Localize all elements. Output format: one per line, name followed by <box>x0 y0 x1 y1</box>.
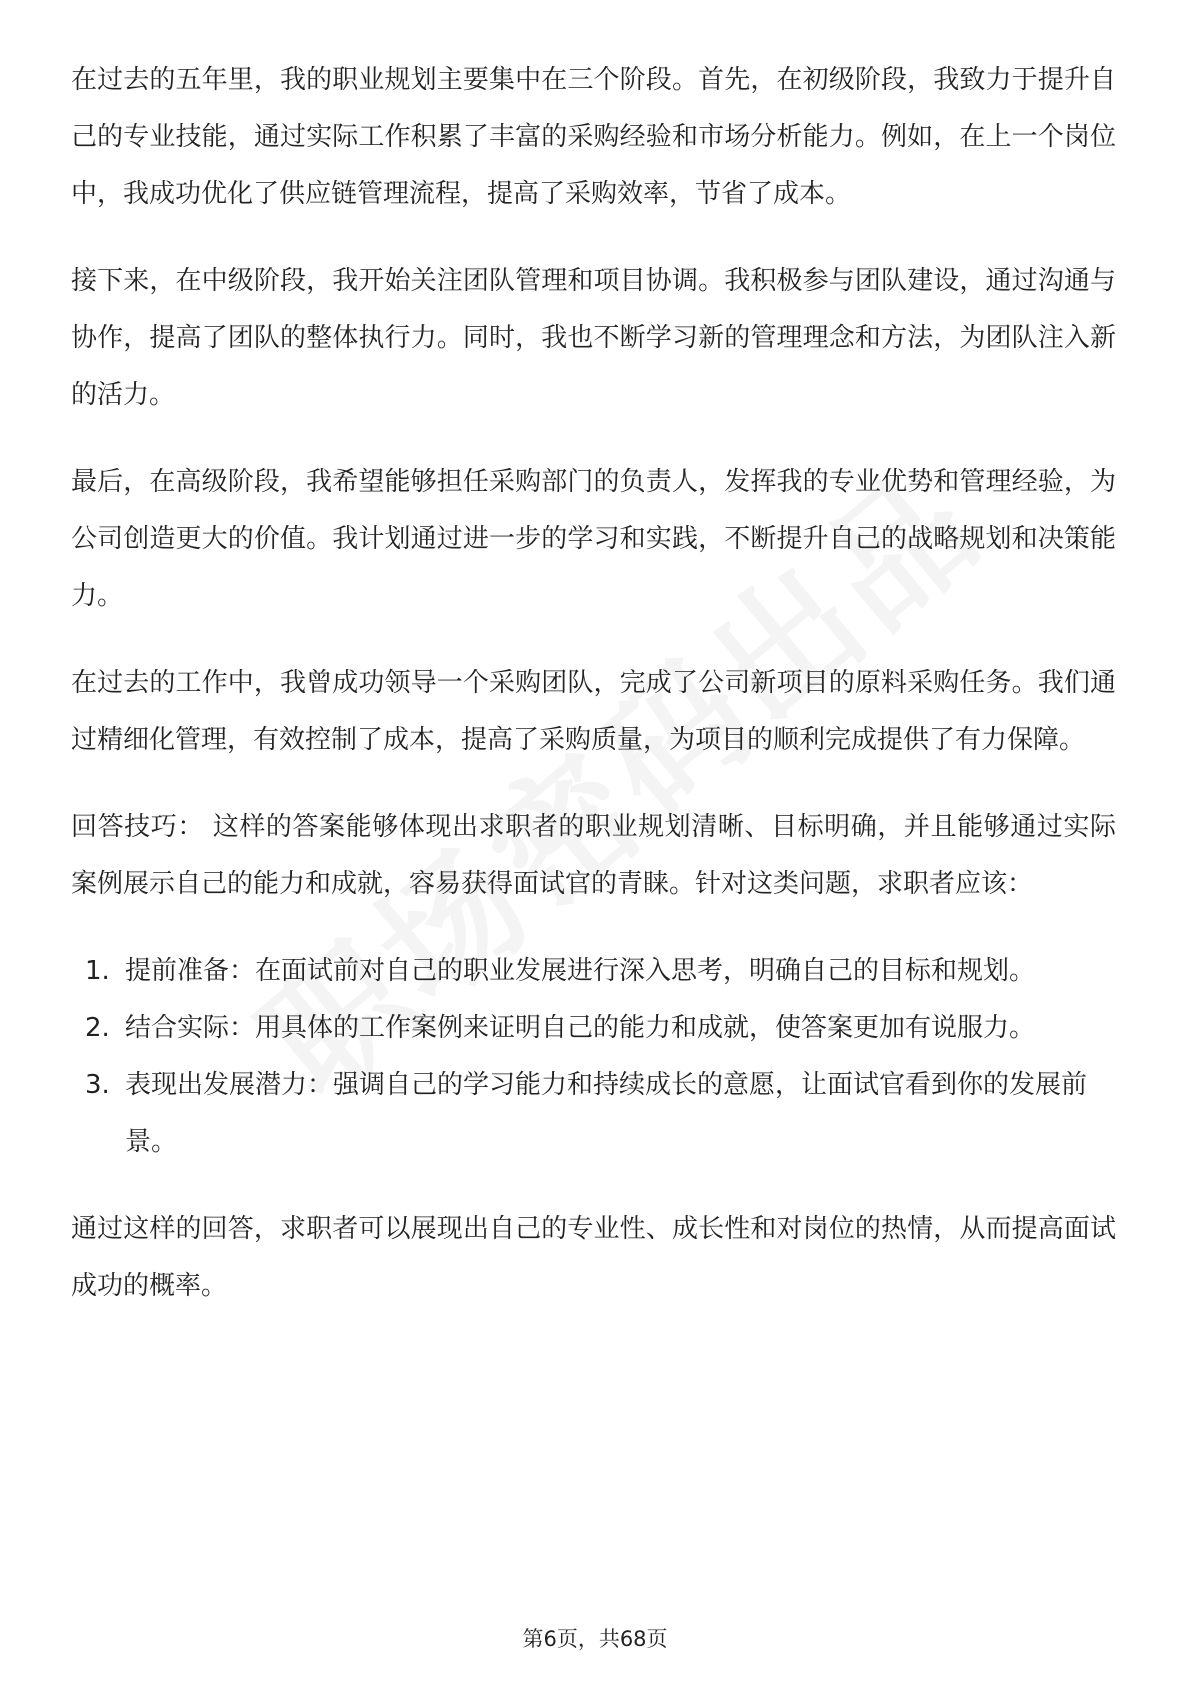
paragraph: 在过去的工作中，我曾成功领导一个采购团队，完成了公司新项目的原料采购任务。我们通过精细化管理，有效控制了成本，提高了采购质量，为项目的顺利完成提供了有力保障。 <box>71 668 1116 755</box>
list-item <box>85 1057 1116 1171</box>
list-number: 2. <box>85 1013 110 1043</box>
list-item-text: 提前准备：在面试前对自己的职业发展进行深入思考，明确自己的目标和规划。 <box>125 956 1036 986</box>
list-number: 1. <box>85 956 110 986</box>
list-item <box>85 943 1116 1000</box>
tips-list <box>71 943 1116 1171</box>
list-item <box>85 1000 1116 1057</box>
closing-paragraph: 通过这样的回答，求职者可以展现出自己的专业性、成长性和对岗位的热情，从而提高面试成功的概率。 <box>71 1214 1116 1301</box>
page-number-footer: 第6页，共68页 <box>522 1627 668 1651</box>
list-item-text: 结合实际：用具体的工作案例来证明自己的能力和成就，使答案更加有说服力。 <box>125 1013 1036 1043</box>
paragraph: 最后，在高级阶段，我希望能够担任采购部门的负责人，发挥我的专业优势和管理经验，为公司创造更大的价值。我计划通过进一步的学习和实践，不断提升自己的战略规划和决策能力。 <box>71 467 1116 611</box>
paragraph: 在过去的五年里，我的职业规划主要集中在三个阶段。首先，在初级阶段，我致力于提升自己的专业技能，通过实际工作积累了丰富的采购经验和市场分析能力。例如，在上一个岗位中，我成功优化了供应链管理流程，提高了采购效率，节省了成本。 <box>71 65 1116 209</box>
tips-intro-paragraph: 回答技巧： 这样的答案能够体现出求职者的职业规划清晰、目标明确，并且能够通过实际案例展示自己的能力和成就，容易获得面试官的青睐。针对这类问题，求职者应该： <box>71 812 1116 899</box>
paragraph: 接下来，在中级阶段，我开始关注团队管理和项目协调。我积极参与团队建设，通过沟通与协作，提高了团队的整体执行力。同时，我也不断学习新的管理理念和方法，为团队注入新的活力。 <box>71 266 1116 410</box>
list-item-text: 表现出发展潜力：强调自己的学习能力和持续成长的意愿，让面试官看到你的发展前景。 <box>125 1070 1088 1157</box>
list-number: 3. <box>85 1070 110 1100</box>
document-body <box>71 52 1116 1345</box>
